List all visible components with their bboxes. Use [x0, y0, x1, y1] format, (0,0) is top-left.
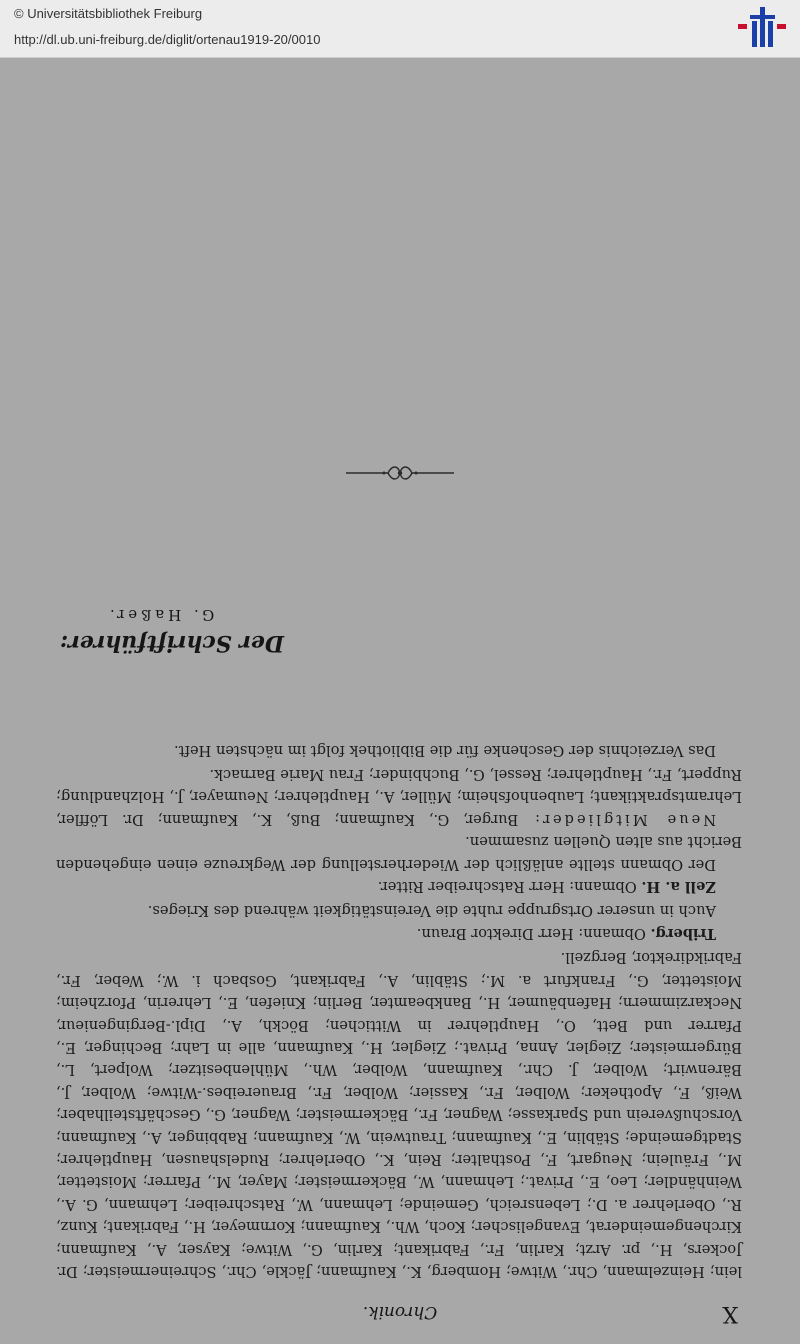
running-head: Chronik.	[362, 1302, 438, 1322]
section-triberg	[56, 922, 742, 944]
new-members-label: Neue Mitglieder:	[532, 810, 716, 828]
page-number: X	[722, 1301, 738, 1326]
copyright-credit: © Universitätsbibliothek Freiburg	[14, 6, 203, 21]
section-title-triberg: Triberg.	[650, 924, 716, 942]
viewer-toolbar	[0, 0, 800, 58]
library-note: Das Verzeichnis der Geschenke für die Bibliothek folgt im nächsten Heft.	[174, 741, 716, 759]
chronicle-text	[56, 738, 742, 1282]
section-zell	[56, 875, 742, 897]
member-list-paragraph: lein; Heinzelmann, Chr., Witwe; Homberg, K., Kaufmann; Jäckle, Chr., Schreinermeister; Dr. Jockers, H., pr. Arzt; Karlin, Fr., Fabrikant; Karlin, G., Witwe; Kayser, A., Kaufmann; Kirchengemeinderat, Evangelischer; Koch, Wh., Kaufmann; Kornmeyer, H., Fabrikant; Kunz, R., Oberlehrer a. D.; Lebensreich, Gemeinde; Lehmann, W., Ratschreiber; Lehmann, G. A., Weinhändler; Leo, E., Privat.; Lehmann, W., Bäckermeister; Mayer, M., Pfarrer; Moistetter, M., Fräulein; Neugart, F., Posthalter; Rein, K., Oberlehrer; Rudelshausen, Hauptlehrer; Stadtgemeinde; Stäblin, E., Kaufmann; Trautwein, W., Kaufmann; Rabbinger, A., Kaufmann; Vorschußverein und Sparkasse; Wagner, Fr., Bäckermeister; Wagner, G., Geschäftsteilhaber; Weiß, F., Apotheker; Wolber, Fr., Kassier; Wolber, Fr., Brauereibes.-Witwe; Wolber, J., Bärenwirt; Wolber, J. Chr., Kaufmann, Wolber, Wh., Mühlenbesitzer; Wolpert, L., Bürgermeister; Ziegler, Anna, Privat.; Ziegler, H., Kaufmann, alle in Lahr; Bechinger, E., Pfarrer und Bett, O., Hauptlehrer in Wittichen; Böckh, A., Dipl.-Bergingenieur, Neckarzimmern; Hafenbäumer, H., Bankbeamter, Berlin; Kniefen, E., Lehrerin, Pforzheim; Moistetter, G., Frankfurt a. M.; Stäblin, A., Fabrikant, Gosbach i. W.; Weber, Fr., Fabrikdirektor, Bergzell.	[56, 949, 742, 1280]
zell-paragraph: Der Obmann stellte anläßlich der Wiederherstellung der Wegkreuze einen eingehenden Bericht aus alten Quellen zusammen.	[56, 833, 742, 873]
printer-ornament-icon	[344, 462, 456, 484]
university-logo-icon	[738, 7, 786, 49]
signature-name: G. Haßer.	[106, 606, 215, 624]
triberg-paragraph: Auch in unserer Ortsgruppe ruhte die Vereinstätigkeit während des Krieges.	[147, 902, 716, 920]
permalink-url[interactable]: http://dl.ub.uni-freiburg.de/diglit/ortenau1919-20/0010	[14, 32, 321, 47]
obmann-zell: Obmann: Herr Ratschreiber Ritter.	[377, 878, 637, 896]
obmann-triberg: Obmann: Herr Direktor Braun.	[416, 924, 646, 942]
scanned-page	[0, 58, 800, 1344]
page-content-rotated	[0, 58, 800, 1344]
signature-role: Der Schriftführer:	[60, 630, 284, 656]
new-members-list: Burger, G., Kaufmann; Buß, K., Kaufmann; Dr. Löffler, Lehramtspraktikant; Laubenhofsheim; Müller, A., Hauptlehrer; Neumayer, J., Holzhandlung; Ruppert, Fr., Hauptlehrer; Ressel, G., Buchbinder; Frau Marie Barnack.	[56, 766, 742, 828]
signature-block	[60, 606, 284, 656]
section-title-zell: Zell a. H.	[641, 878, 716, 896]
new-members-paragraph	[56, 763, 742, 830]
page-header	[60, 1296, 740, 1326]
